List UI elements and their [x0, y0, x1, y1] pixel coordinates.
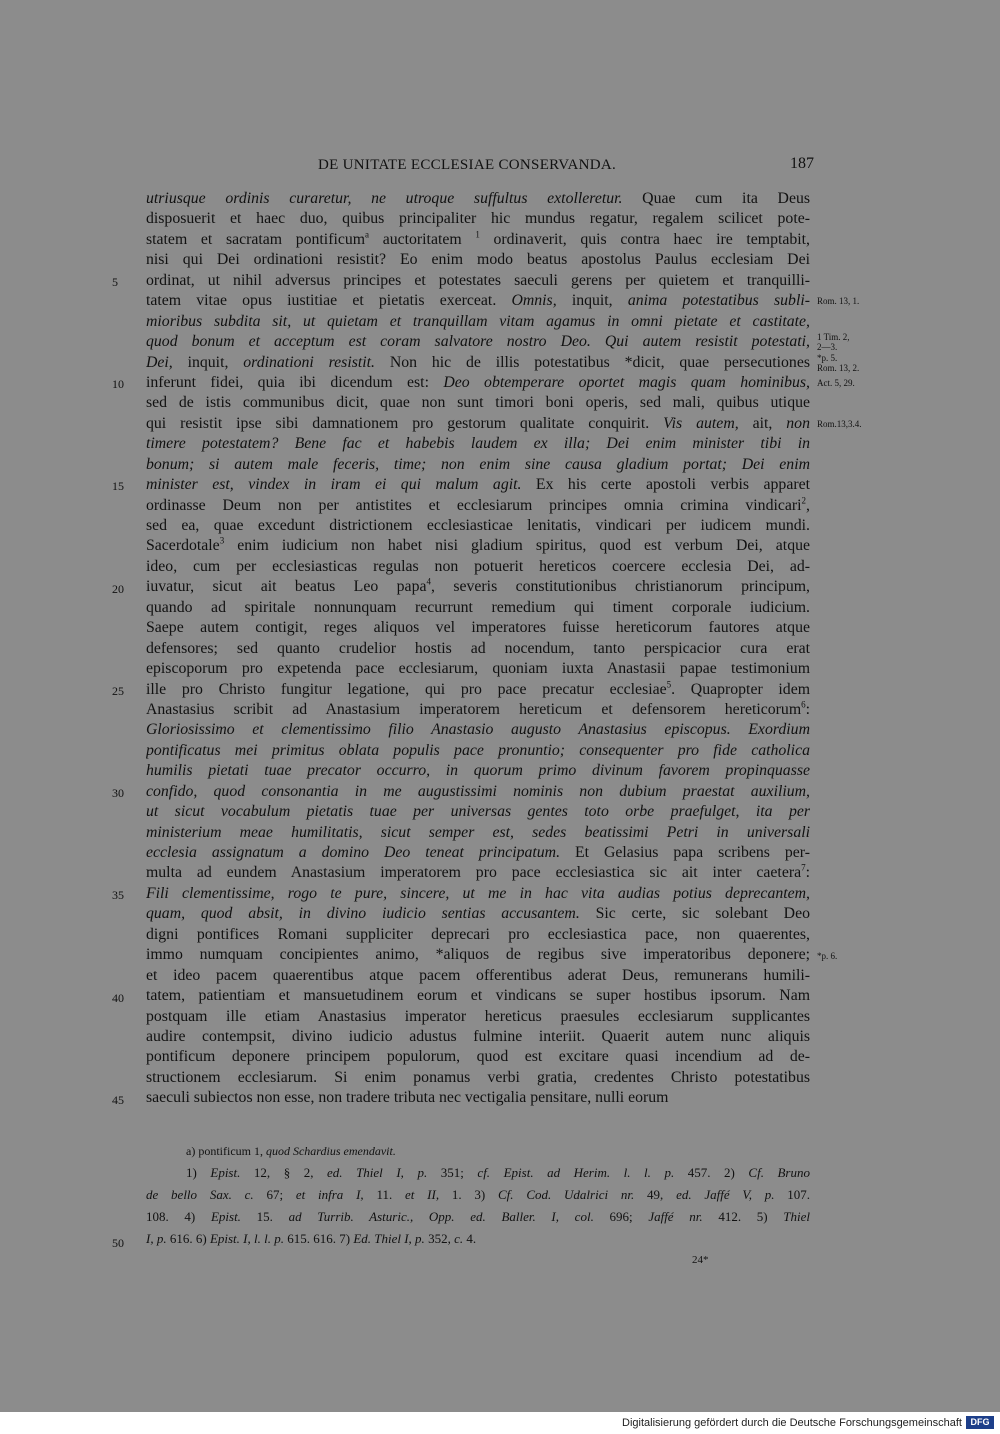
text-run: tatem, patientiam et mansuetudinem eorum et vindicans se super hostibus ipsorum. Nam	[146, 987, 810, 1005]
text-run: ille pro Christo fungitur legatione, qui pro pace precatur ecclesiae	[146, 680, 667, 698]
footnotes	[146, 1140, 810, 1250]
text-run: Epist. I, l. l. p.	[209, 1231, 284, 1246]
text-run: de bello Sax. c.	[146, 1187, 254, 1202]
text-run: 1. 3)	[439, 1187, 499, 1202]
margin-note	[817, 353, 889, 373]
text-run: et ideo pacem quaerentibus atque pacem offerentibus aderat Deus, remunerans humili-	[146, 966, 810, 984]
text-run: Saepe autem contigit, reges aliquos vel imperatores fuisse hereticorum fautores atque	[146, 619, 810, 637]
line-number: 10	[112, 377, 124, 392]
text-run: anima potestatibus subli-	[627, 292, 810, 310]
margin-note-line: Rom. 13, 2.	[817, 362, 860, 373]
text-line	[146, 536, 810, 556]
text-run: Dei,	[146, 353, 173, 371]
margin-note	[817, 378, 889, 388]
text-run: auctoritatem	[369, 230, 476, 248]
line-number: 25	[112, 683, 124, 698]
footer-credit: Digitalisierung gefördert durch die Deutsche Forschungsgemeinschaft	[622, 1417, 962, 1429]
text-run: multa ad eundem Anastasium imperatorem pro pace ecclesiastica sic ait inter caetera	[146, 864, 802, 882]
text-run: timere potestatem? Bene fac et habebis laudem ex illa; Dei enim minister tibi in	[146, 435, 810, 453]
text-line	[146, 312, 810, 332]
text-run: . Quapropter idem	[671, 680, 810, 698]
text-line	[146, 720, 810, 740]
footer-bar	[0, 1412, 1000, 1434]
text-line	[146, 1088, 810, 1108]
margin-note-line: Act. 5, 29.	[817, 378, 855, 389]
line-number: 30	[112, 786, 124, 801]
text-run: Thiel	[783, 1209, 811, 1224]
text-run: inquit,	[172, 353, 244, 371]
text-run: 49,	[634, 1187, 677, 1202]
margin-note	[817, 419, 889, 429]
margin-note-line: Rom. 13, 1.	[817, 296, 860, 307]
text-run: 67;	[253, 1187, 296, 1202]
text-run: episcoporum pro expetenda pace ecclesiarum, quoniam iuxta Anastasii papae testimonium	[146, 660, 810, 678]
text-run: 457. 2)	[674, 1165, 749, 1180]
text-run: defensores; sed quanto crudelior hostis ad nocendum, tanto perspicacior cura erat	[146, 639, 810, 657]
text-line	[146, 843, 810, 863]
footnote-ref: 6	[801, 699, 806, 710]
text-run: , severis constitutionibus christianorum principum,	[430, 578, 810, 596]
text-run: sed de istis communibus dicit, quae non sunt timori boni operis, sed mali, quibus utique	[146, 394, 810, 412]
footnote-line	[146, 1228, 810, 1250]
text-line	[146, 741, 810, 761]
footnote-ref: 3	[219, 536, 225, 547]
text-line	[146, 414, 810, 434]
text-line	[146, 250, 810, 270]
text-run: Vis autem,	[663, 414, 739, 432]
text-run: ideo, cum per ecclesiasticas regulas non potuerit hereticos coercere ecclesia Dei, ad-	[146, 557, 810, 575]
line-number: 45	[112, 1092, 124, 1107]
text-run: et II,	[405, 1187, 440, 1202]
text-run: ministerium meae humilitatis, sicut semper est, sedes beatissimi Petri in universali	[146, 823, 810, 841]
text-line	[146, 700, 810, 720]
text-line	[146, 434, 810, 454]
text-run: Sacerdotale	[146, 537, 220, 555]
body-text	[146, 189, 810, 1109]
text-run: nisi qui Dei ordinationi resistit? Eo enim modo beatus apostolus Paulus ecclesiam Dei	[146, 251, 810, 269]
text-line	[146, 271, 810, 291]
text-run: ait,	[738, 414, 787, 432]
text-run: Non hic de illis potestatibus *dicit, quae persecutiones	[374, 353, 810, 371]
line-number: 35	[112, 888, 124, 903]
text-run: bonum; si autem male feceris, time; non enim sine causa gladium portat; Dei enim	[146, 455, 810, 473]
text-run: ecclesia assignatum a domino Deo teneat principatum.	[146, 844, 561, 861]
text-line	[146, 823, 810, 843]
text-line	[146, 353, 810, 373]
text-run: 616. 6)	[166, 1231, 210, 1246]
footnote-ref: 4	[426, 577, 431, 588]
margin-note-line: *p. 6.	[817, 950, 838, 961]
dfg-logo: DFG	[966, 1416, 994, 1429]
text-run: structionem ecclesiarum. Si enim ponamus verbi gratia, credentes Christo potestatibus	[146, 1068, 810, 1086]
footnote-ref: 5	[666, 679, 672, 690]
text-run: inquit,	[556, 292, 628, 310]
line-number: 15	[112, 479, 124, 494]
text-line	[146, 884, 810, 904]
text-run: tatem vitae opus iustitiae et pietatis exerceat.	[146, 292, 512, 310]
text-line	[146, 904, 810, 924]
text-run: 351;	[427, 1165, 478, 1180]
footnote-ref: 2	[801, 495, 807, 506]
text-run: utriusque ordinis curaretur, ne utroque suffultus extolleretur.	[146, 190, 623, 207]
footnote-ref: 7	[801, 863, 806, 874]
text-run: ordinat, ut nihil adversus principes et potestates saeculi gerens per quietem et tranquilli-	[146, 271, 810, 289]
footnote-line	[146, 1162, 810, 1184]
text-run: immo numquam concipientes animo, *aliquos de regibus sive imperatoribus deponere;	[146, 946, 810, 964]
running-title: DE UNITATE ECCLESIAE CONSERVANDA.	[318, 157, 617, 173]
text-run: 107.	[774, 1187, 811, 1202]
text-line	[146, 966, 810, 986]
footnote-line-number: 50	[112, 1236, 124, 1250]
line-number: 40	[112, 990, 124, 1005]
text-run: non	[786, 414, 810, 432]
text-run: saeculi subiectos non esse, non tradere tributa nec vectigalia pensitare, nulli eorum	[146, 1089, 669, 1107]
text-line	[146, 230, 810, 250]
text-run: 412. 5)	[702, 1209, 784, 1224]
text-run: confido, quod consonantia in me augustissimi nominis non dubium praestat auxilium,	[146, 782, 810, 800]
line-number: 20	[112, 581, 124, 596]
text-run: minister est, vindex in iram ei qui malum agit.	[146, 476, 522, 494]
text-run: ed. Thiel I, p.	[327, 1165, 428, 1180]
line-number: 5	[112, 274, 118, 289]
text-line	[146, 577, 810, 597]
footnote-ref: a	[365, 229, 370, 240]
text-line	[146, 1027, 810, 1047]
text-line	[146, 1068, 810, 1088]
text-run: Cf. Bruno	[748, 1165, 810, 1180]
margin-note	[817, 296, 889, 306]
text-run: Cf. Cod. Udalrici nr.	[498, 1187, 635, 1202]
text-run: Anastasius scribit ad Anastasium imperatorem hereticum et defensorem hereticorum	[146, 700, 802, 718]
text-line	[146, 925, 810, 945]
margin-note	[817, 951, 889, 961]
footnote-line	[146, 1206, 810, 1228]
margin-note	[817, 332, 889, 352]
text-line	[146, 680, 810, 700]
text-run: humilis pietati tuae precator occurro, in quorum primo divinum favorem propinquasse	[146, 762, 810, 780]
text-run: :	[805, 700, 810, 718]
text-line	[146, 863, 810, 883]
text-line	[146, 455, 810, 475]
text-run: inferunt fidei, quia ibi dicendum est:	[146, 373, 444, 391]
text-run: 615. 616. 7)	[283, 1231, 354, 1246]
text-line	[146, 802, 810, 822]
text-run: 11.	[363, 1187, 405, 1202]
text-run: disposuerit et haec duo, quibus principaliter hic mundus regatur, regalem scilicet pote-	[146, 210, 810, 228]
margin-note-line: 1 Tim. 2,	[817, 332, 850, 343]
text-run: Gloriosissimo et clementissimo filio Anastasio augusto Anastasius episcopus. Exordium	[146, 721, 810, 739]
text-run: statem et sacratam pontificum	[146, 230, 366, 248]
text-run: quam, quod absit, in divino iudicio sentias accusantem.	[146, 905, 580, 923]
margin-note-line: *p. 5.	[817, 352, 838, 363]
text-run: ut sicut vocabulum pietatis tuae per universas gentes toto orbe praefulget, ita per	[146, 803, 810, 821]
text-run: digni pontifices Romani suppliciter deprecari pro ecclesiastica pace, non quaerentes,	[146, 925, 810, 943]
text-run: 352,	[424, 1231, 455, 1246]
footnote-line	[146, 1184, 810, 1206]
text-line	[146, 291, 810, 311]
text-line	[146, 332, 810, 352]
text-run: ,	[806, 496, 810, 514]
running-header	[146, 155, 814, 177]
text-line	[146, 189, 810, 209]
footnote-ref: 1	[475, 229, 480, 240]
text-run: enim iudicium non habet nisi gladium spiritus, quod est verbum Dei, atque	[224, 537, 810, 555]
text-line	[146, 557, 810, 577]
text-run: cf. Epist. ad Herim. l. l. p.	[477, 1165, 675, 1180]
text-line	[146, 373, 810, 393]
text-run: audire contempsit, divino iudicio adustus fulmine interiit. Quaerit autem nunc aliquis	[146, 1027, 810, 1045]
text-run: qui resistit ipse sibi damnationem pro gestorum qualitate conquirit.	[146, 414, 664, 432]
text-line	[146, 393, 810, 413]
margin-note-line: Rom.13,3.4.	[817, 418, 862, 429]
text-line	[146, 1007, 810, 1027]
text-line	[146, 639, 810, 659]
text-run: 12, § 2,	[240, 1165, 328, 1180]
critical-apparatus-note	[146, 1140, 810, 1162]
text-run: 108. 4)	[146, 1209, 211, 1224]
text-run: c.	[454, 1231, 464, 1246]
text-line	[146, 659, 810, 679]
text-line	[146, 496, 810, 516]
text-run: quando ad spiritale nonnunquam recurrunt remedium qui timent corporale iudicium.	[146, 598, 810, 616]
text-line	[146, 598, 810, 618]
text-run: 696;	[593, 1209, 649, 1224]
text-line	[146, 1047, 810, 1067]
text-run: iuvatur, sicut ait beatus Leo papa	[146, 578, 427, 596]
margin-note-line: 2—3.	[817, 342, 838, 353]
text-run: ordinationi resistit.	[243, 353, 375, 371]
text-line	[146, 945, 810, 965]
text-run: 1)	[186, 1165, 211, 1180]
text-run: 15.	[240, 1209, 289, 1224]
text-run: quod Schardius emendavit.	[265, 1144, 396, 1158]
page-number: 187	[790, 155, 814, 172]
text-line	[146, 782, 810, 802]
text-run: ordinasse Deum non per antistites et ecclesiarum principes omnia crimina vindicari	[146, 496, 802, 514]
text-run: sed ea, quae excedunt districtionem ecclesiasticae lenitatis, vindicari per iudicem mundi.	[146, 517, 810, 534]
text-line	[146, 986, 810, 1006]
text-run: Quae cum ita Deus	[622, 190, 810, 207]
text-run: :	[805, 864, 810, 882]
text-run: I, p.	[146, 1231, 167, 1246]
text-run: ordinaverit, quis contra haec ire temptabit,	[479, 230, 810, 248]
text-run: Ex his certe apostoli verbis apparet	[521, 476, 810, 494]
text-run: Omnis,	[511, 292, 557, 310]
text-run: Fili clementissime, rogo te pure, sincere, ut me in hac vita audias potius deprecantem,	[146, 884, 810, 902]
text-run: et infra I,	[295, 1187, 364, 1202]
text-run: Epist.	[210, 1165, 241, 1180]
text-run: Sic certe, sic solebant Deo	[579, 905, 810, 923]
text-run: pontificum deponere principem populorum, quod est excitare quasi incendium ad de-	[146, 1048, 810, 1066]
text-run: 4.	[463, 1231, 477, 1246]
text-run: postquam ille etiam Anastasius imperator hereticus praesules ecclesiarum supplicantes	[146, 1007, 810, 1025]
text-line	[146, 761, 810, 781]
text-run: Deo obtemperare oportet magis quam hominibus,	[443, 373, 810, 391]
text-run: ad Turrib. Asturic., Opp. ed. Baller. I, col.	[288, 1209, 594, 1224]
text-run: Epist.	[210, 1209, 241, 1224]
text-run: mioribus subdita sit, ut quietam et tranquillam vitam agamus in omni pietate et castitate,	[146, 312, 810, 330]
text-line	[146, 475, 810, 495]
signature-mark: 24*	[692, 1254, 709, 1266]
text-run: pontificatus mei primitus oblata populis pace pronuntio; consequenter pro fide catholica	[146, 741, 810, 759]
text-run: quod bonum et acceptum est coram salvatore nostro Deo. Qui autem resistit potestati,	[146, 333, 810, 351]
text-run: ed. Jaffé V, p.	[676, 1187, 775, 1202]
text-run: Jaffé nr.	[648, 1209, 703, 1224]
text-run: a) pontificum 1,	[186, 1144, 266, 1158]
text-run: Ed. Thiel I, p.	[353, 1231, 425, 1246]
text-run: Et Gelasius papa scribens per-	[560, 844, 810, 861]
text-line	[146, 209, 810, 229]
text-line	[146, 516, 810, 536]
text-line	[146, 618, 810, 638]
